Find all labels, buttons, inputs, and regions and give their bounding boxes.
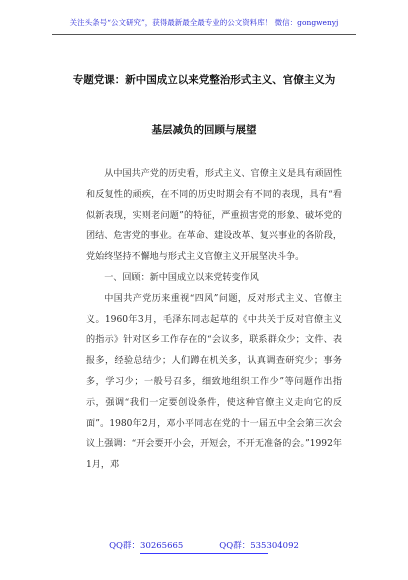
paragraph-intro: 从中国共产党的历史看，形式主义、官僚主义是具有顽固性和反复性的顽疾，在不同的历史时期会有不同的表现，具有“看似新表现，实则老问题”的特征，严重损害党的形象、破坏党的团结、危害党的事业。在革命、建设改革、复兴事业的各阶段，党始终坚持不懈地与形式主义官僚主义开展坚决斗争。 (86, 169, 342, 263)
footer-underline (140, 553, 268, 554)
document-title-line2: 基层减负的回顾与展望 (151, 124, 257, 136)
section-heading: 一、回顾：新中国成立以来党转变作风 (104, 272, 259, 283)
document-body (86, 164, 342, 476)
document-title-line1: 专题党课：新中国成立以来党整治形式主义、官僚主义为 (72, 74, 336, 86)
footer-qq-group-1: QQ群：30265665 (109, 541, 184, 551)
header-notice: 关注头条号“公文研究”，获得最新最全最专业的公文资料库！ 微信：gongwenyj (69, 18, 339, 27)
paragraph-history: 中国共产党历来重视“四风”问题，反对形式主义、官僚主义。1960年3月，毛泽东同志起草的《中共关于反对官僚主义的指示》针对区乡工作存在的“会议多，联系群众少；文件、表报多，经验总结少；人们蹲在机关多，认真调查研究少；事务多，学习少；一般号召多，细致地组织工作少”等问题作出指示，强调“我们一定要创设条件，使这种官僚主义走向它的反面”。1980年2月，邓小平同志在党的十一届五中全会第三次会议上强调：“开会要开小会，开短会，不开无准备的会。”1992年1月，邓 (86, 293, 342, 471)
footer-qq-group-2: QQ群：535304092 (219, 541, 299, 551)
footer (0, 540, 408, 552)
header-divider (52, 34, 356, 35)
